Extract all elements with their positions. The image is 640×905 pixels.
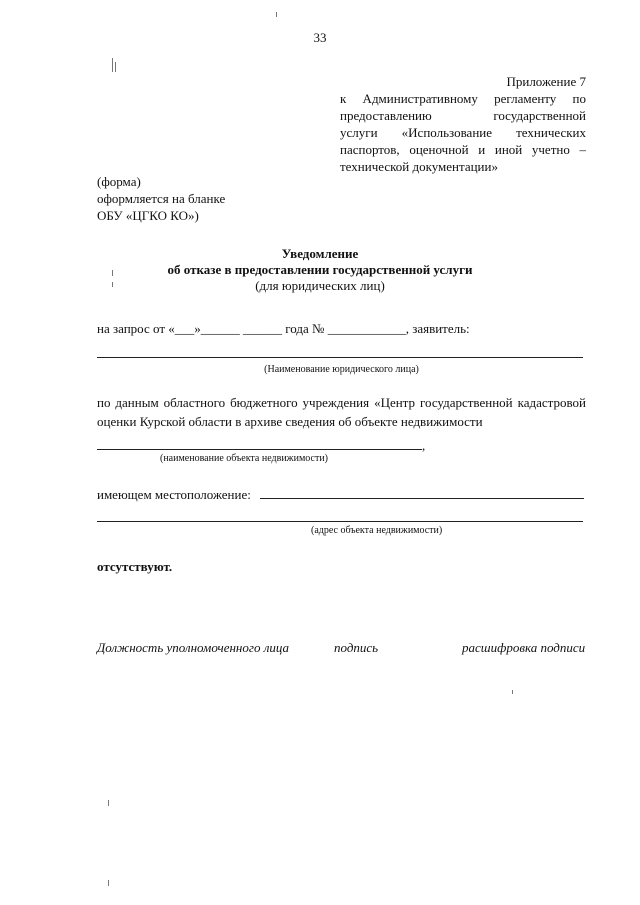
scan-speck <box>112 270 113 276</box>
property-name-line <box>97 449 422 450</box>
location-line-1 <box>260 498 584 499</box>
appendix-line: паспортов, оценочной и иной учетно – <box>340 142 586 157</box>
scan-speck <box>512 690 513 694</box>
legal-name-line <box>97 357 583 358</box>
appendix-line: технической документации» <box>340 159 498 174</box>
appendix-line: к Административному регламенту по <box>340 91 586 106</box>
scan-speck <box>112 282 113 287</box>
scan-speck <box>108 800 109 806</box>
scan-speck <box>115 62 116 72</box>
location-line-2 <box>97 521 583 522</box>
signature-sign: подпись <box>334 640 379 655</box>
appendix-title: Приложение 7 <box>506 74 586 89</box>
location-label: имеющем местоположение: <box>97 487 251 502</box>
request-line: на запрос от «___»______ ______ года № ____________, заявитель: <box>97 321 470 336</box>
caption-address: (адрес объекта недвижимости) <box>311 525 443 536</box>
form-note-line: (форма) <box>97 174 141 189</box>
signature-decoding: расшифровка подписи <box>462 640 586 655</box>
scan-speck <box>112 58 113 72</box>
signature-position: Должность уполномоченного лица <box>97 640 290 655</box>
form-note <box>97 173 225 224</box>
comma: , <box>422 438 426 453</box>
scan-speck <box>108 880 109 886</box>
form-note-line: оформляется на бланке <box>97 191 226 206</box>
scan-speck <box>276 12 277 17</box>
body-paragraph: по данным областного бюджетного учреждения «Центр государственной кадастровой оценки Курской области в архиве сведения об объекте недвижимости <box>97 395 586 429</box>
appendix-line: услуги «Использование технических <box>340 125 586 140</box>
caption-legal-name: (Наименование юридического лица) <box>264 364 419 375</box>
notice-heading <box>0 246 640 294</box>
page-number: 33 <box>313 30 327 45</box>
form-note-line: ОБУ «ЦГКО КО») <box>97 208 199 223</box>
appendix-line: предоставлению государственной <box>340 108 586 123</box>
caption-property-name: (наименование объекта недвижимости) <box>160 453 329 464</box>
notice-subtitle: об отказе в предоставлении государственной услуги <box>167 262 473 277</box>
appendix-block <box>340 73 586 175</box>
notice-title: Уведомление <box>281 246 359 261</box>
notice-note: (для юридических лиц) <box>255 278 385 293</box>
absent-text: отсутствуют. <box>97 559 173 574</box>
